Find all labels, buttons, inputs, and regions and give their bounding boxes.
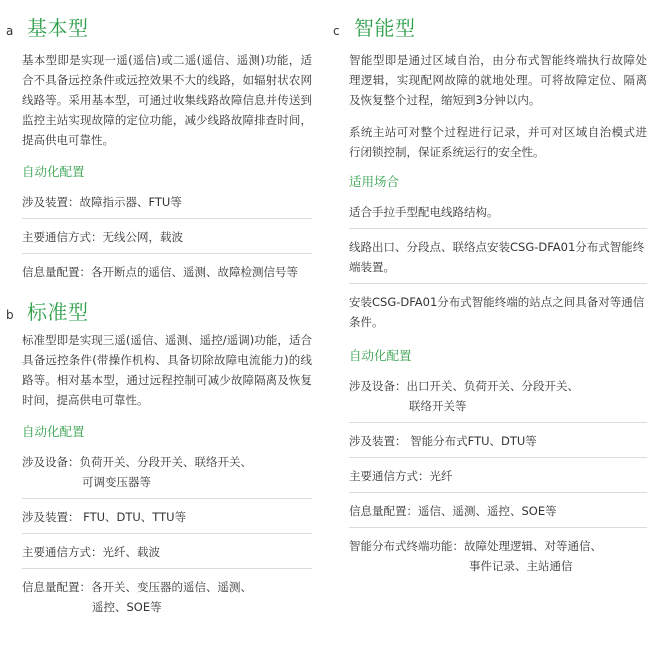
section-b-item-line1: 信息量配置：各开关、变压器的遥信、遥测、 — [22, 580, 252, 594]
left-column — [6, 12, 312, 631]
section-a-item: 主要通信方式：无线公网，载波 — [22, 227, 312, 254]
section-c-paragraph-1: 智能型即是通过区域自治，由分布式智能终端执行故障处理逻辑，实现配网故障的就地处理。可将故障定位、隔离及恢复整个过程，缩短到3分钟以内。 — [349, 53, 647, 107]
section-c-item — [349, 376, 647, 423]
section-a-config-list — [22, 192, 312, 288]
section-a-item: 涉及装置：故障指示器、FTU等 — [22, 192, 312, 219]
section-b-paragraph: 标准型即是实现三遥(遥信、遥测、遥控/遥调)功能，适合具备远控条件(带操作机构、具备切除故障电流能力)的线路等。相对基本型，通过远程控制可减少故障隔离及恢复时间，提高供电可靠性。 — [22, 333, 312, 407]
section-c-config-list — [349, 376, 647, 582]
section-b-item — [22, 577, 312, 623]
section-c-item — [349, 501, 647, 528]
section-c-letter: c — [333, 24, 340, 38]
section-b-item — [22, 542, 312, 569]
section-c-item-line2: 联络开关等 — [409, 399, 467, 413]
section-c-item — [349, 466, 647, 493]
section-c-scenario-item: 线路出口、分段点、联络点安装CSG-DFA01分布式智能终端装置。 — [349, 237, 647, 284]
section-c-item-line1: 涉及装置： 智能分布式FTU、DTU等 — [349, 434, 537, 448]
section-a-letter: a — [6, 24, 14, 38]
section-c-item-line2: 事件记录、主站通信 — [469, 559, 573, 573]
section-c-item-line1: 智能分布式终端功能：故障处理逻辑、对等通信、 — [349, 539, 602, 553]
right-column — [333, 12, 647, 590]
section-a-item: 信息量配置：各开断点的遥信、遥测、故障检测信号等 — [22, 265, 298, 279]
section-b-item-line1: 主要通信方式：光纤、载波 — [22, 545, 160, 559]
section-a — [6, 12, 312, 288]
section-b-header — [6, 296, 312, 326]
section-c-item-line1: 主要通信方式：光纤 — [349, 469, 453, 483]
section-c-item — [349, 536, 647, 582]
section-c-paragraph-2: 系统主站可对整个过程进行记录，并可对区域自治模式进行闭锁控制，保证系统运行的安全性。 — [349, 125, 647, 159]
section-a-title: 基本型 — [27, 16, 89, 40]
section-c-title: 智能型 — [354, 16, 416, 40]
section-c-item — [349, 431, 647, 458]
section-c-scenario-item: 安装CSG-DFA01分布式智能终端的站点之间具备对等通信条件。 — [349, 295, 645, 329]
section-b — [6, 296, 312, 623]
section-a-paragraph: 基本型即是实现一遥(遥信)或二遥(遥信、遥测)功能，适合不具备远控条件或远控效果不大的线路，如辐射状农网线路等。采用基本型，可通过收集线路故障信息并传送到监控主站实现故障的定位功能，减少线路故障排查时间，提高供电可靠性。 — [22, 53, 312, 147]
section-b-title: 标准型 — [27, 300, 89, 324]
section-c-item-line1: 信息量配置：遥信、遥测、遥控、SOE等 — [349, 504, 557, 518]
section-b-item-line1: 涉及装置： FTU、DTU、TTU等 — [22, 510, 187, 524]
section-b-item-line2: 遥控、SOE等 — [92, 600, 162, 614]
section-c-header — [333, 12, 647, 42]
section-b-letter: b — [6, 308, 14, 322]
section-c-scenario-item: 适合手拉手型配电线路结构。 — [349, 202, 647, 229]
section-a-config-title: 自动化配置 — [22, 164, 85, 179]
section-b-config-title: 自动化配置 — [22, 424, 85, 439]
section-c-scenario-title: 适用场合 — [349, 174, 400, 189]
section-c-config-title: 自动化配置 — [349, 348, 412, 363]
section-c-scenario-list — [349, 202, 647, 338]
section-b-item-line2: 可调变压器等 — [82, 475, 151, 489]
section-b-item — [22, 507, 312, 534]
section-b-item-line1: 涉及设备：负荷开关、分段开关、联络开关、 — [22, 455, 252, 469]
section-a-header — [6, 12, 312, 42]
section-c-item-line1: 涉及设备：出口开关、负荷开关、分段开关、 — [349, 379, 579, 393]
section-b-item — [22, 452, 312, 499]
section-b-config-list — [22, 452, 312, 623]
